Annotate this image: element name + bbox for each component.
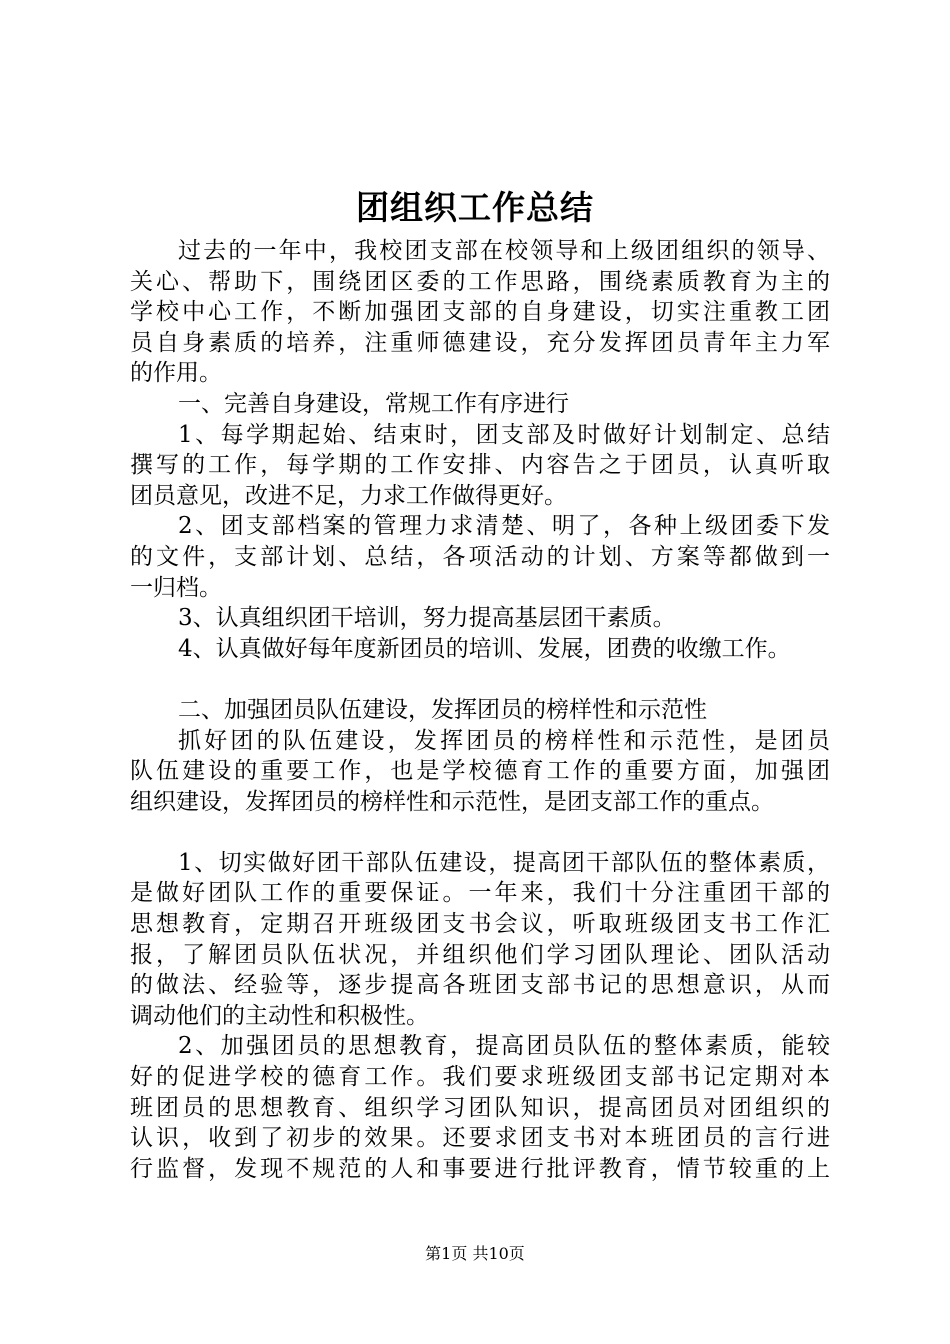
text-line: 好的促进学校的德育工作。我们要求班级团支部书记定期对本 bbox=[130, 1064, 830, 1091]
text-line: 队伍建设的重要工作，也是学校德育工作的重要方面，加强团 bbox=[130, 758, 830, 785]
text-line: 班团员的思想教育、组织学习团队知识，提高团员对团组织的 bbox=[130, 1094, 830, 1121]
text-line: 2、团支部档案的管理力求清楚、明了，各种上级团委下发 bbox=[178, 513, 830, 540]
text-line: 关心、帮助下，围绕团区委的工作思路，围绕素质教育为主的 bbox=[130, 268, 830, 295]
text-line: 行监督，发现不规范的人和事要进行批评教育，情节较重的上 bbox=[130, 1155, 830, 1182]
text-line: 思想教育，定期召开班级团支书会议，听取班级团支书工作汇 bbox=[130, 911, 830, 938]
document-title: 团组织工作总结 bbox=[356, 188, 594, 227]
text-line: 的作用。 bbox=[130, 360, 222, 387]
text-line: 学校中心工作，不断加强团支部的自身建设，切实注重教工团 bbox=[130, 299, 830, 326]
text-line: 二、加强团员队伍建设，发挥团员的榜样性和示范性 bbox=[178, 696, 707, 723]
text-line: 2、加强团员的思想教育，提高团员队伍的整体素质，能较 bbox=[178, 1033, 830, 1060]
text-line: 1、切实做好团干部队伍建设，提高团干部队伍的整体素质， bbox=[178, 849, 830, 876]
text-line: 团员意见，改进不足，力求工作做得更好。 bbox=[130, 482, 567, 509]
text-line: 4、认真做好每年度新团员的培训、发展，团费的收缴工作。 bbox=[178, 635, 791, 662]
text-line: 报，了解团员队伍状况，并组织他们学习团队理论、团队活动 bbox=[130, 941, 830, 968]
text-line: 一、完善自身建设，常规工作有序进行 bbox=[178, 390, 569, 417]
text-line: 抓好团的队伍建设，发挥团员的榜样性和示范性，是团员 bbox=[178, 727, 830, 754]
blank-line bbox=[130, 817, 830, 848]
text-line: 是做好团队工作的重要保证。一年来，我们十分注重团干部的 bbox=[130, 880, 830, 907]
text-line: 3、认真组织团干培训，努力提高基层团干素质。 bbox=[178, 605, 676, 632]
text-line: 过去的一年中，我校团支部在校领导和上级团组织的领导、 bbox=[178, 238, 830, 264]
text-line: 1、每学期起始、结束时，团支部及时做好计划制定、总结 bbox=[178, 421, 830, 448]
text-line: 组织建设，发挥团员的榜样性和示范性，是团支部工作的重点。 bbox=[130, 788, 774, 815]
text-line: 调动他们的主动性和积极性。 bbox=[130, 1002, 429, 1029]
blank-line bbox=[130, 664, 830, 695]
text-line: 认识，收到了初步的效果。还要求团支书对本班团员的言行进 bbox=[130, 1125, 830, 1152]
text-line: 撰写的工作，每学期的工作安排、内容告之于团员，认真听取 bbox=[130, 452, 830, 479]
text-line: 的做法、经验等，逐步提高各班团支部书记的思想意识，从而 bbox=[130, 972, 830, 999]
text-line: 一归档。 bbox=[130, 574, 222, 601]
text-line: 的文件，支部计划、总结，各项活动的计划、方案等都做到一 bbox=[130, 543, 830, 570]
document-body bbox=[130, 236, 830, 1184]
text-line: 员自身素质的培养，注重师德建设，充分发挥团员青年主力军 bbox=[130, 329, 830, 356]
page-footer: 第1页 共10页 bbox=[425, 1244, 525, 1263]
